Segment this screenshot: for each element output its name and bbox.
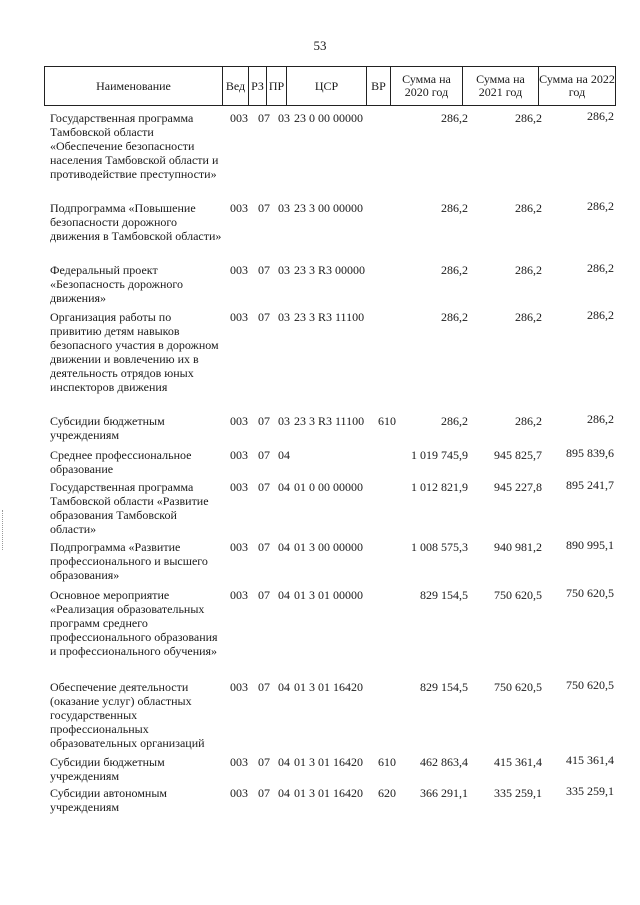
row-vr: 610 [378, 414, 396, 428]
row-sum-2022: 286,2 [587, 261, 614, 275]
row-pr: 04 [278, 540, 290, 554]
row-rz: 07 [258, 310, 270, 324]
header-ved: Вед [223, 67, 249, 105]
header-csr: ЦСР [287, 67, 367, 105]
row-csr: 23 3 00 00000 [294, 201, 363, 215]
row-name: Организация работы по привитию детям навыков безопасного участия в дорожном движении и вовлечению их в деятельность отрядов юных инспекторов движения [50, 310, 219, 394]
row-sum-2022: 895 241,7 [566, 478, 614, 492]
table-header [44, 66, 616, 106]
row-csr: 01 3 01 16420 [294, 786, 363, 800]
row-ved: 003 [230, 480, 248, 494]
row-sum-2022: 750 620,5 [566, 586, 614, 600]
row-ved: 003 [230, 201, 248, 215]
row-ved: 003 [230, 111, 248, 125]
row-pr: 04 [278, 680, 290, 694]
row-ved: 003 [230, 540, 248, 554]
row-sum-2021: 286,2 [515, 201, 542, 215]
row-sum-2022: 286,2 [587, 412, 614, 426]
row-pr: 04 [278, 755, 290, 769]
row-sum-2021: 750 620,5 [494, 588, 542, 602]
row-sum-2021: 750 620,5 [494, 680, 542, 694]
row-name: Обеспечение деятельности (оказание услуг) областных государственных профессиональных образовательных организаций [50, 680, 205, 750]
row-sum-2020: 286,2 [441, 414, 468, 428]
row-rz: 07 [258, 680, 270, 694]
row-pr: 03 [278, 263, 290, 277]
row-csr: 23 3 R3 11100 [294, 414, 365, 428]
row-sum-2021: 335 259,1 [494, 786, 542, 800]
header-name: Наименование [45, 67, 223, 105]
row-sum-2020: 462 863,4 [420, 755, 468, 769]
row-sum-2022: 286,2 [587, 308, 614, 322]
row-sum-2020: 286,2 [441, 310, 468, 324]
row-sum-2020: 1 019 745,9 [411, 448, 468, 462]
row-rz: 07 [258, 201, 270, 215]
row-sum-2022: 890 995,1 [566, 538, 614, 552]
row-pr: 04 [278, 786, 290, 800]
row-pr: 04 [278, 448, 290, 462]
row-sum-2021: 945 227,8 [494, 480, 542, 494]
row-csr: 01 3 01 16420 [294, 755, 363, 769]
row-sum-2021: 286,2 [515, 414, 542, 428]
row-rz: 07 [258, 480, 270, 494]
row-ved: 003 [230, 310, 248, 324]
row-sum-2022: 750 620,5 [566, 678, 614, 692]
row-sum-2022: 415 361,4 [566, 753, 614, 767]
row-name: Федеральный проект «Безопасность дорожного движения» [50, 263, 184, 305]
row-rz: 07 [258, 448, 270, 462]
row-rz: 07 [258, 588, 270, 602]
row-pr: 03 [278, 414, 290, 428]
row-sum-2022: 286,2 [587, 109, 614, 123]
row-sum-2020: 286,2 [441, 201, 468, 215]
header-pr: ПР [267, 67, 287, 105]
row-vr: 610 [378, 755, 396, 769]
row-rz: 07 [258, 414, 270, 428]
page-number: 53 [313, 38, 327, 53]
row-rz: 07 [258, 540, 270, 554]
row-sum-2020: 829 154,5 [420, 680, 468, 694]
header-sum-2021: Сумма на 2021 год [463, 67, 539, 105]
header-vr: ВР [367, 67, 391, 105]
row-sum-2021: 286,2 [515, 310, 542, 324]
row-rz: 07 [258, 111, 270, 125]
row-pr: 04 [278, 588, 290, 602]
row-csr: 23 3 R3 00000 [294, 263, 366, 277]
row-pr: 03 [278, 310, 290, 324]
row-sum-2020: 286,2 [441, 263, 468, 277]
row-ved: 003 [230, 588, 248, 602]
header-sum-2020: Сумма на 2020 год [391, 67, 463, 105]
row-csr: 23 0 00 00000 [294, 111, 363, 125]
row-pr: 04 [278, 480, 290, 494]
row-ved: 003 [230, 786, 248, 800]
margin-mark [2, 510, 5, 550]
row-sum-2021: 286,2 [515, 111, 542, 125]
row-csr: 01 3 01 00000 [294, 588, 363, 602]
row-pr: 03 [278, 111, 290, 125]
header-rz: РЗ [249, 67, 267, 105]
row-sum-2022: 335 259,1 [566, 784, 614, 798]
row-name: Подпрограмма «Повышение безопасности дорожного движения в Тамбовской области» [50, 201, 222, 243]
row-sum-2020: 286,2 [441, 111, 468, 125]
row-name: Среднее профессиональное образование [50, 448, 192, 476]
row-name: Основное мероприятие «Реализация образовательных программ среднего профессионального образования и профессионального обучения» [50, 588, 218, 658]
row-csr: 23 3 R3 11100 [294, 310, 365, 324]
row-name: Подпрограмма «Развитие профессионального и высшего образования» [50, 540, 208, 582]
row-csr: 01 3 01 16420 [294, 680, 363, 694]
row-name: Субсидии бюджетным учреждениям [50, 414, 165, 442]
row-sum-2021: 286,2 [515, 263, 542, 277]
row-ved: 003 [230, 414, 248, 428]
row-sum-2020: 366 291,1 [420, 786, 468, 800]
row-sum-2021: 940 981,2 [494, 540, 542, 554]
row-name: Субсидии автономным учреждениям [50, 786, 167, 814]
row-sum-2021: 415 361,4 [494, 755, 542, 769]
row-sum-2022: 286,2 [587, 199, 614, 213]
row-csr: 01 3 00 00000 [294, 540, 363, 554]
row-csr: 01 0 00 00000 [294, 480, 363, 494]
row-sum-2022: 895 839,6 [566, 446, 614, 460]
row-ved: 003 [230, 263, 248, 277]
row-vr: 620 [378, 786, 396, 800]
row-ved: 003 [230, 755, 248, 769]
row-sum-2020: 1 012 821,9 [411, 480, 468, 494]
row-sum-2020: 829 154,5 [420, 588, 468, 602]
row-ved: 003 [230, 448, 248, 462]
row-rz: 07 [258, 263, 270, 277]
row-pr: 03 [278, 201, 290, 215]
row-sum-2020: 1 008 575,3 [411, 540, 468, 554]
header-sum-2022: Сумма на 2022 год [539, 72, 615, 99]
row-sum-2021: 945 825,7 [494, 448, 542, 462]
row-name: Государственная программа Тамбовской области «Развитие образования Тамбовской области» [50, 480, 209, 536]
row-ved: 003 [230, 680, 248, 694]
row-name: Субсидии бюджетным учреждениям [50, 755, 165, 783]
row-rz: 07 [258, 786, 270, 800]
row-rz: 07 [258, 755, 270, 769]
row-name: Государственная программа Тамбовской области «Обеспечение безопасности населения Тамбовской области и противодействие преступности» [50, 111, 219, 181]
